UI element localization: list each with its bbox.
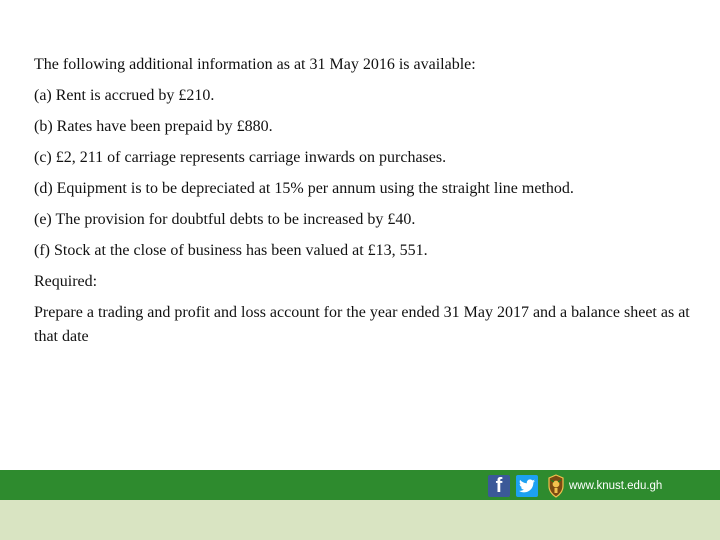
website-link[interactable]: www.knust.edu.gh: [569, 480, 663, 492]
item-d: (d) Equipment is to be depreciated at 15% per annum using the straight line method.: [34, 180, 574, 197]
item-c: (c) £2, 211 of carriage represents carriage inwards on purchases.: [34, 149, 447, 166]
item-e: (e) The provision for doubtful debts to be increased by £40.: [34, 211, 416, 228]
crest-shape: [547, 474, 565, 498]
item-f: (f) Stock at the close of business has been valued at £13, 551.: [34, 242, 428, 259]
required-heading: Required:: [34, 273, 98, 290]
twitter-icon[interactable]: [516, 475, 538, 497]
document-body: [34, 53, 704, 356]
intro-line: The following additional information as at 31 May 2016 is available:: [34, 56, 476, 73]
footer-bottom-band: [0, 500, 720, 540]
twitter-bird-glyph: [519, 479, 535, 493]
item-b: (b) Rates have been prepaid by £880.: [34, 118, 273, 135]
facebook-glyph: f: [495, 474, 503, 497]
task-text: Prepare a trading and profit and loss account for the year ended 31 May 2017 and a balance sheet as at that date: [34, 304, 690, 345]
item-a: (a) Rent is accrued by £210.: [34, 87, 215, 104]
facebook-icon[interactable]: [488, 475, 510, 497]
knust-crest-icon: [547, 474, 565, 498]
